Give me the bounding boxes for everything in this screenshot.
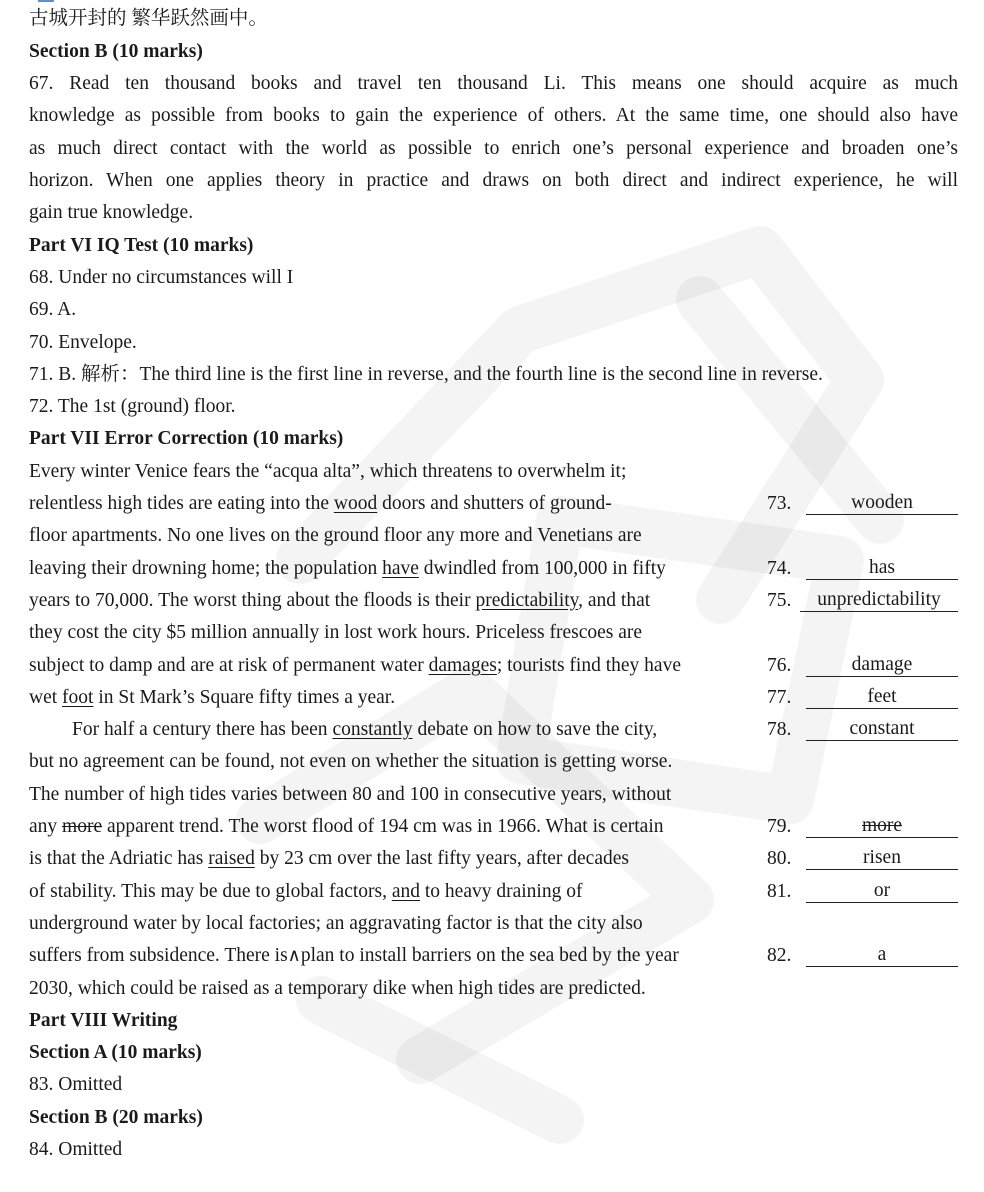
answer-83: 83. Omitted: [29, 1074, 123, 1095]
q67-line-4: horizon. When one applies theory in practice and draws on both direct and indirect experience, he will: [29, 170, 958, 191]
section-b-heading: Section B (10 marks): [29, 41, 203, 62]
answer-number-80: 80.: [767, 848, 792, 869]
error-mark-76: damages: [428, 655, 497, 676]
passage-line-5: years to 70,000. The worst thing about the floods is their predictability, and that: [29, 590, 651, 611]
answer-72: 72. The 1st (ground) floor.: [29, 396, 236, 417]
part6-heading: Part VI IQ Test (10 marks): [29, 235, 254, 256]
part8-section-b-heading: Section B (20 marks): [29, 1107, 203, 1128]
q67-line-2: knowledge as possible from books to gain the experience of others. At the same time, one should also have: [29, 105, 958, 126]
q67-line-5: gain true knowledge.: [29, 202, 194, 223]
answer-blank-79: more: [806, 815, 958, 838]
passage-line-6: they cost the city $5 million annually in lost work hours. Priceless frescoes are: [29, 622, 643, 643]
answer-blank-73: wooden: [806, 492, 958, 515]
answer-blank-75: unpredictability: [800, 589, 958, 612]
passage-line-1: Every winter Venice fears the “acqua alta”, which threatens to overwhelm it;: [29, 461, 627, 482]
answer-number-82: 82.: [767, 945, 792, 966]
passage-line-7: subject to damp and are at risk of permanent water damages; tourists find they have: [29, 655, 681, 676]
top-chinese-line: 古城开封的 繁华跃然画中。: [29, 8, 268, 29]
answer-blank-77: feet: [806, 686, 958, 709]
part8-heading: Part VIII Writing: [29, 1010, 178, 1031]
answer-number-81: 81.: [767, 881, 792, 902]
part7-heading: Part VII Error Correction (10 marks): [29, 428, 344, 449]
q67-line-1: 67. Read ten thousand books and travel ten thousand Li. This means one should acquire as much: [29, 73, 958, 94]
q67-line-3: as much direct contact with the world as possible to enrich one’s personal experience and broaden one’s: [29, 138, 958, 159]
part8-section-a-heading: Section A (10 marks): [29, 1042, 202, 1063]
passage-line-16: suffers from subsidence. There is∧plan to install barriers on the sea bed by the year: [29, 945, 679, 966]
error-mark-77: foot: [62, 687, 94, 708]
answer-84: 84. Omitted: [29, 1139, 123, 1160]
answer-71: 71. B. 解析：The third line is the first line in reverse, and the fourth line is the second line in reverse.: [29, 364, 823, 385]
answer-number-76: 76.: [767, 655, 792, 676]
passage-line-2: relentless high tides are eating into the wood doors and shutters of ground-: [29, 493, 612, 514]
answer-blank-81: or: [806, 880, 958, 903]
answer-68: 68. Under no circumstances will I: [29, 267, 294, 288]
error-mark-78: constantly: [332, 719, 413, 740]
passage-line-11: The number of high tides varies between 80 and 100 in consecutive years, without: [29, 784, 672, 805]
answer-69: 69. A.: [29, 299, 77, 320]
passage-line-9: For half a century there has been constantly debate on how to save the city,: [72, 719, 658, 740]
error-mark-80: raised: [208, 848, 255, 869]
answer-blank-74: has: [806, 557, 958, 580]
insert-caret-82: ∧: [287, 945, 301, 966]
error-mark-79: more: [62, 816, 103, 837]
top-edge-mark: [38, 0, 54, 2]
answer-number-77: 77.: [767, 687, 792, 708]
error-mark-81: and: [391, 881, 421, 902]
passage-line-15: underground water by local factories; an aggravating factor is that the city also: [29, 913, 643, 934]
answer-number-78: 78.: [767, 719, 792, 740]
answer-blank-80: risen: [806, 847, 958, 870]
passage-line-12: any more apparent trend. The worst flood of 194 cm was in 1966. What is certain: [29, 816, 664, 837]
passage-line-3: floor apartments. No one lives on the ground floor any more and Venetians are: [29, 525, 642, 546]
passage-line-14: of stability. This may be due to global factors, and to heavy draining of: [29, 881, 583, 902]
passage-line-4: leaving their drowning home; the population have dwindled from 100,000 in fifty: [29, 558, 666, 579]
answer-number-73: 73.: [767, 493, 792, 514]
passage-line-17: 2030, which could be raised as a temporary dike when high tides are predicted.: [29, 978, 646, 999]
error-mark-73: wood: [333, 493, 378, 514]
answer-number-79: 79.: [767, 816, 792, 837]
error-mark-75: predictability: [475, 590, 579, 611]
passage-line-8: wet foot in St Mark’s Square fifty times a year.: [29, 687, 396, 708]
passage-line-10: but no agreement can be found, not even on whether the situation is getting worse.: [29, 751, 673, 772]
answer-70: 70. Envelope.: [29, 332, 137, 353]
error-mark-74: have: [382, 558, 419, 579]
answer-blank-82: a: [806, 944, 958, 967]
answer-number-75: 75.: [767, 590, 792, 611]
answer-number-74: 74.: [767, 558, 792, 579]
answer-blank-78: constant: [806, 718, 958, 741]
answer-blank-76: damage: [806, 654, 958, 677]
passage-line-13: is that the Adriatic has raised by 23 cm over the last fifty years, after decades: [29, 848, 629, 869]
